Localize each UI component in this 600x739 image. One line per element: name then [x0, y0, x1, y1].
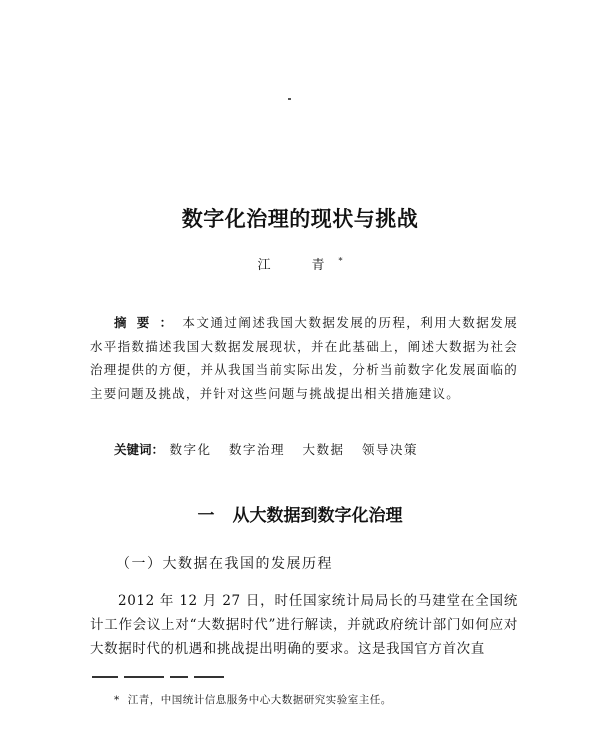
- keywords-label: 关键词：: [114, 442, 165, 457]
- keyword-item: 数字化: [169, 442, 212, 457]
- body-paragraph: 2012 年 12 月 27 日，时任国家统计局局长的马建堂在全国统计工作会议上对“大数据时代”进行解读，并就政府统计部门如何应对大数据时代的机遇和挑战提出明确的要求。这是我国官方首次直: [90, 593, 518, 657]
- abstract-text: 本文通过阐述我国大数据发展的历程，利用大数据发展水平指数描述我国大数据发展现状，并在此基础上，阐述大数据为社会治理提供的方便，并从我国当前实际出发，分析当前数字化发展面临的主要问题及挑战，并针对这些问题与挑战提出相关措施建议。: [90, 315, 518, 401]
- page-top-mark: [288, 98, 291, 100]
- section-number: 一: [197, 506, 215, 526]
- section-heading: [0, 501, 600, 526]
- subsection-heading: （一）大数据在我国的发展历程: [116, 556, 333, 572]
- author-line: [0, 254, 600, 273]
- keyword-item: 数字治理: [229, 442, 286, 457]
- author-footnote-marker: *: [338, 256, 343, 266]
- truncated-line-remnant: [92, 676, 252, 679]
- paper-title: 数字化治理的现状与挑战: [181, 207, 419, 231]
- footnote-marker: *: [114, 694, 120, 706]
- keywords: [114, 440, 430, 458]
- footnote: [114, 692, 392, 707]
- abstract: [90, 311, 518, 405]
- author-name: 江 青: [257, 258, 339, 273]
- keyword-item: 大数据: [302, 442, 345, 457]
- footnote-text: 江青，中国统计信息服务中心大数据研究实验室主任。: [127, 694, 392, 706]
- keyword-item: 领导决策: [362, 442, 419, 457]
- abstract-label: 摘要：: [114, 315, 183, 330]
- section-title: 从大数据到数字化治理: [232, 506, 403, 526]
